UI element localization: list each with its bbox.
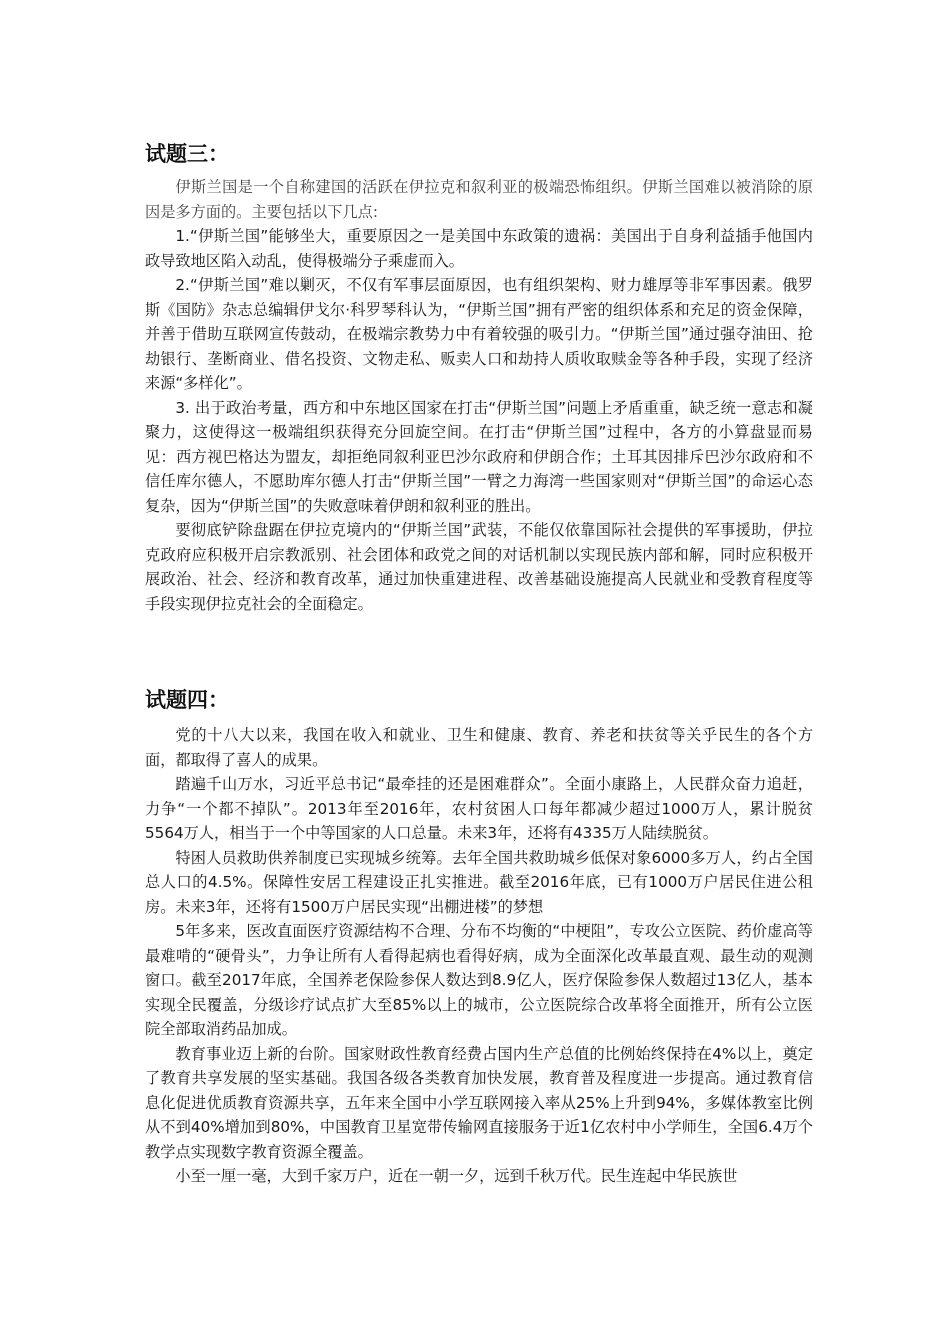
section-heading: 试题四： bbox=[145, 688, 229, 712]
paragraph: 3. 出于政治考量，西方和中东地区国家在打击“伊斯兰国”问题上矛盾重重，缺乏统一意志和凝聚力，这使得这一极端组织获得充分回旋空间。在打击“伊斯兰国”过程中，各方的小算盘显而易见：西方视巴格达为盟友，却拒绝同叙利亚巴沙尔政府和伊朗合作；土耳其因排斥巴沙尔政府和不信任库尔德人，不愿助库尔德人打击“伊斯兰国”一臂之力海湾一些国家则对“伊斯兰国”的命运心态复杂，因为“伊斯兰国”的失败意味着伊朗和叙利亚的胜出。 bbox=[145, 398, 813, 515]
section-question-3 bbox=[145, 140, 813, 616]
paragraph: 踏遍千山万水，习近平总书记“最牵挂的还是困难群众”。全面小康路上，人民群众奋力追赶，力争“一个都不掉队”。2013年至2016年，农村贫困人口每年都减少超过1000万人，累计脱贫5564万人，相当于一个中等国家的人口总量。未来3年，还将有4335万人陆续脱贫。 bbox=[145, 775, 813, 842]
paragraph: 1.“伊斯兰国”能够坐大，重要原因之一是美国中东政策的遗祸：美国出于自身利益插手他国内政导致地区陷入动乱，使得极端分子乘虚而入。 bbox=[145, 227, 813, 270]
paragraph: 教育事业迈上新的台阶。国家财政性教育经费占国内生产总值的比例始终保持在4%以上，奠定了教育共享发展的坚实基础。我国各级各类教育加快发展，教育普及程度进一步提高。通过教育信息化促进优质教育资源共享，五年来全国中小学互联网接入率从25%上升到94%，多媒体教室比例从不到40%增加到80%，中国教育卫星宽带传输网直接服务于近1亿农村中小学师生，全国6.4万个教学点实现数字教育资源全覆盖。 bbox=[145, 1044, 813, 1161]
section-question-4 bbox=[145, 686, 813, 1189]
paragraph: 特困人员救助供养制度已实现城乡统筹。去年全国共救助城乡低保对象6000多万人，约占全国总人口的4.5%。保障性安居工程建设正扎实推进。截至2016年底，已有1000万户居民住进公租房。未来3年，还将有1500万户居民实现“出棚进楼”的梦想 bbox=[145, 848, 813, 916]
paragraph: 5年多来，医改直面医疗资源结构不合理、分布不均衡的“中梗阻”，专攻公立医院、药价虚高等最难啃的“硬骨头”，力争让所有人看得起病也看得好病，成为全面深化改革最直观、最生动的观测窗口。截至2017年底，全国养老保险参保人数达到8.9亿人，医疗保险参保人数超过13亿人，基本实现全民覆盖，分级诊疗试点扩大至85%以上的城市，公立医院综合改革将全面推开，所有公立医院全部取消药品加成。 bbox=[145, 922, 813, 1038]
paragraph: 党的十八大以来，我国在收入和就业、卫生和健康、教育、养老和扶贫等关乎民生的各个方面，都取得了喜人的成果。 bbox=[145, 726, 813, 769]
paragraph: 2.“伊斯兰国”难以剿灭，不仅有军事层面原因，也有组织架构、财力雄厚等非军事因素。俄罗斯《国防》杂志总编辑伊戈尔·科罗琴科认为，“伊斯兰国”拥有严密的组织体系和充足的资金保障，并善于借助互联网宣传鼓动，在极端宗教势力中有着较强的吸引力。“伊斯兰国”通过强夺油田、抢劫银行、垄断商业、借名投资、文物走私、贩卖人口和劫持人质收取赎金等各种手段，实现了经济来源“多样化”。 bbox=[145, 276, 813, 392]
section-heading: 试题三： bbox=[145, 142, 229, 166]
paragraph: 要彻底铲除盘踞在伊拉克境内的“伊斯兰国”武装，不能仅依靠国际社会提供的军事援助，伊拉克政府应积极开启宗教派别、社会团体和政党之间的对话机制以实现民族内部和解，同时应积极开展政治、社会、经济和教育改革，通过加快重建进程、改善基础设施提高人民就业和受教育程度等手段实现伊拉克社会的全面稳定。 bbox=[145, 521, 813, 613]
paragraph: 小至一厘一毫，大到千家万户，近在一朝一夕，远到千秋万代。民生连起中华民族世 bbox=[175, 1167, 738, 1185]
paragraph: 伊斯兰国是一个自称建国的活跃在伊拉克和叙利亚的极端恐怖组织。伊斯兰国难以被消除的原因是多方面的。主要包括以下几点: bbox=[145, 178, 813, 221]
